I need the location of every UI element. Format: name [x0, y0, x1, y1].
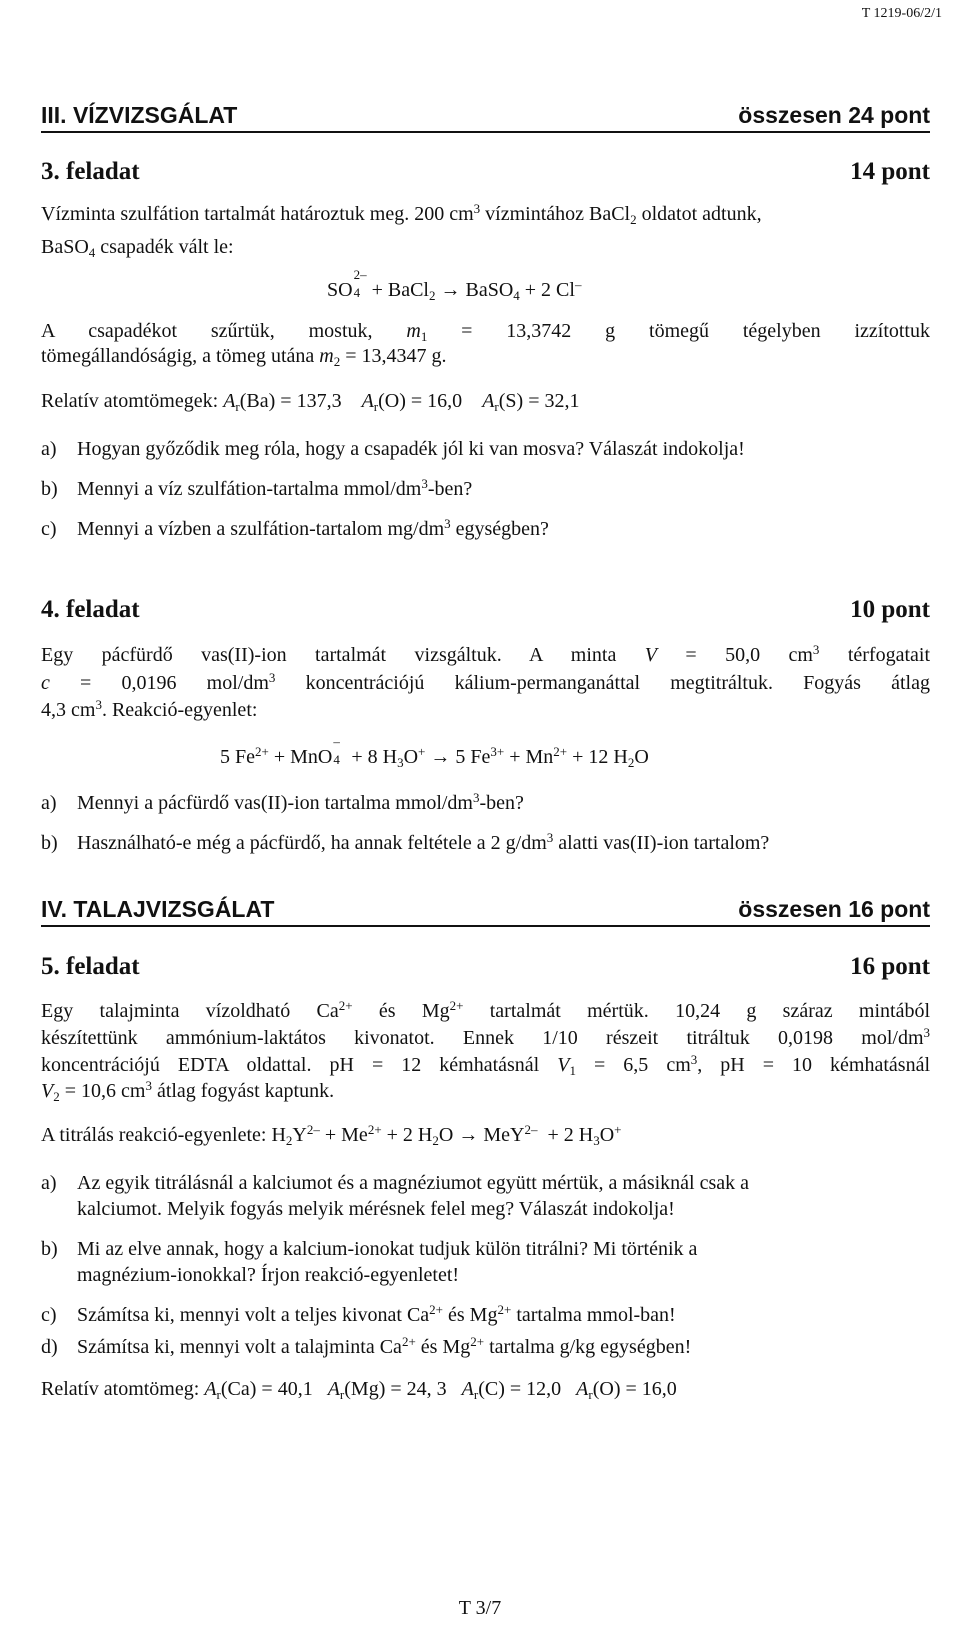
task3-equation: SO 2– 4 + BaCl$_2$ → BaSO$_4$ + 2 Cl– — [327, 267, 582, 303]
section-title: IV. TALAJVIZSGÁLAT — [41, 896, 275, 922]
task-title: 3. feladat — [41, 158, 140, 185]
task3-question-a: a) Hogyan győződik meg róla, hogy a csapadék jól ki van mosva? Válaszát indokolja! — [41, 438, 745, 460]
task5-paragraph-line4: $V_2 = 10,6$ $cm^3$ átlag fogyást kaptunk. — [41, 1078, 335, 1104]
header-code: T 1219-06/2/1 — [861, 6, 942, 21]
task5-equation: A titrálás reakció-egyenlete: $H_2Y^{2-} + Me^{2+} + 2$ $H_2O \to MeY^{2-} + 2$ $H_3O^+$ — [41, 1122, 622, 1148]
section-title: III. VÍZVIZSGÁLAT — [41, 102, 238, 128]
page-number: T 3/7 — [458, 1597, 502, 1619]
task4-question-b: b) Használható-e még a pácfürdő, ha annak feltétele a 2 $g/dm^3$ alatti vas(II)-ion tartalom? — [41, 830, 770, 854]
task5-question-b-cont: magnézium-ionokkal? Írjon reakció-egyenletet! — [77, 1264, 460, 1286]
task4-paragraph-line3: 4,3 $cm^3$. Reakció-egyenlet: — [41, 697, 258, 721]
section-points: összesen 16 pont — [738, 896, 930, 922]
task3-intro-line1: Vízminta szulfátion tartalmát határoztuk meg. 200 $cm^3$ vízmintához BaCl$_2$ oldatot adtunk, — [41, 201, 762, 227]
task3-question-c: c) Mennyi a vízben a szulfátion-tartalom $mg/dm^3$ egységben? — [41, 516, 549, 540]
section-points: összesen 24 pont — [738, 102, 930, 128]
task3-intro-line2: BaSO$_4$ csapadék vált le: — [41, 236, 234, 260]
task4-paragraph-line1: Egy pácfürdő vas(II)-ion tartalmát vizsgáltuk. A minta V = 50,0 $cm^3$ térfogatait — [41, 642, 931, 666]
section-rule — [41, 925, 930, 927]
task4-paragraph-line2: c = 0,0196 mol/$dm^3$ koncentrációjú kálium-permanganáttal megtitráltuk. Fogyás átlag — [41, 670, 930, 694]
task4-equation: 5 $Fe^{2+}$ + MnO – 4 + 8 $H_3O^+ \to 5$ $Fe^{3+} + Mn^{2+} + 12$ $H_2O$ — [220, 734, 649, 770]
task-title: 5. feladat — [41, 953, 140, 980]
task3-question-b: b) Mennyi a víz szulfátion-tartalma mmol/$dm^3$-ben? — [41, 476, 473, 500]
task5-question-a-cont: kalciumot. Melyik fogyás melyik mérésnek felel meg? Válaszát indokolja! — [77, 1198, 675, 1220]
task5-question-c: c) Számítsa ki, mennyi volt a teljes kivonat $Ca^{2+}$ és $Mg^{2+}$ tartalma mmol-ban! — [41, 1302, 676, 1326]
task4-question-a: a) Mennyi a pácfürdő vas(II)-ion tartalma mmol/$dm^3$-ben? — [41, 790, 524, 814]
task3-paragraph-line1: A csapadékot szűrtük, mostuk, $m_1 = 13,3742$ g tömegű tégelyben izzítottuk — [41, 320, 930, 344]
task5-question-a: a) Az egyik titrálásnál a kalciumot és a magnéziumot együtt mértük, a másiknál csak a — [41, 1172, 750, 1194]
task5-question-b: b) Mi az elve annak, hogy a kalcium-ionokat tudjuk külön titrálni? Mi történik a — [41, 1238, 698, 1260]
task5-question-d: d) Számítsa ki, mennyi volt a talajminta $Ca^{2+}$ és $Mg^{2+}$ tartalma g/kg egységben! — [41, 1334, 692, 1358]
task-points: 10 pont — [850, 596, 930, 623]
task3-atomic-masses: Relatív atomtömegek: $A_r(Ba) = 137,3$ $A_r(O) = 16,0$ $A_r(S) = 32,1$ — [41, 390, 580, 414]
section-rule — [41, 131, 930, 133]
task-points: 14 pont — [850, 158, 930, 185]
task3-paragraph-line2: tömegállandóságig, a tömeg utána $m_2 = 13,4347$ g. — [41, 345, 447, 369]
task5-paragraph-line3: koncentrációjú EDTA oldattal. pH = 12 kémhatásnál $V_1 = 6,5$ $cm^3$, pH = 10 kémhatásnál — [41, 1052, 931, 1078]
task-points: 16 pont — [850, 953, 930, 980]
task-title: 4. feladat — [41, 596, 140, 623]
task5-paragraph-line1: Egy talajminta vízoldható $Ca^{2+}$ és $Mg^{2+}$ tartalmát mértük. 10,24 g száraz mintából — [41, 998, 931, 1022]
task5-atomic-masses: Relatív atomtömeg: $A_r(Ca) = 40,1$ $A_r(Mg) = 24$, 3 $A_r(C) = 12,0$ $A_r(O) = 16,0$ — [41, 1378, 677, 1402]
task5-paragraph-line2: készítettünk ammónium-laktátos kivonatot. Ennek 1/10 részeit titráltuk 0,0198 mol/$dm^3$ — [41, 1025, 930, 1049]
